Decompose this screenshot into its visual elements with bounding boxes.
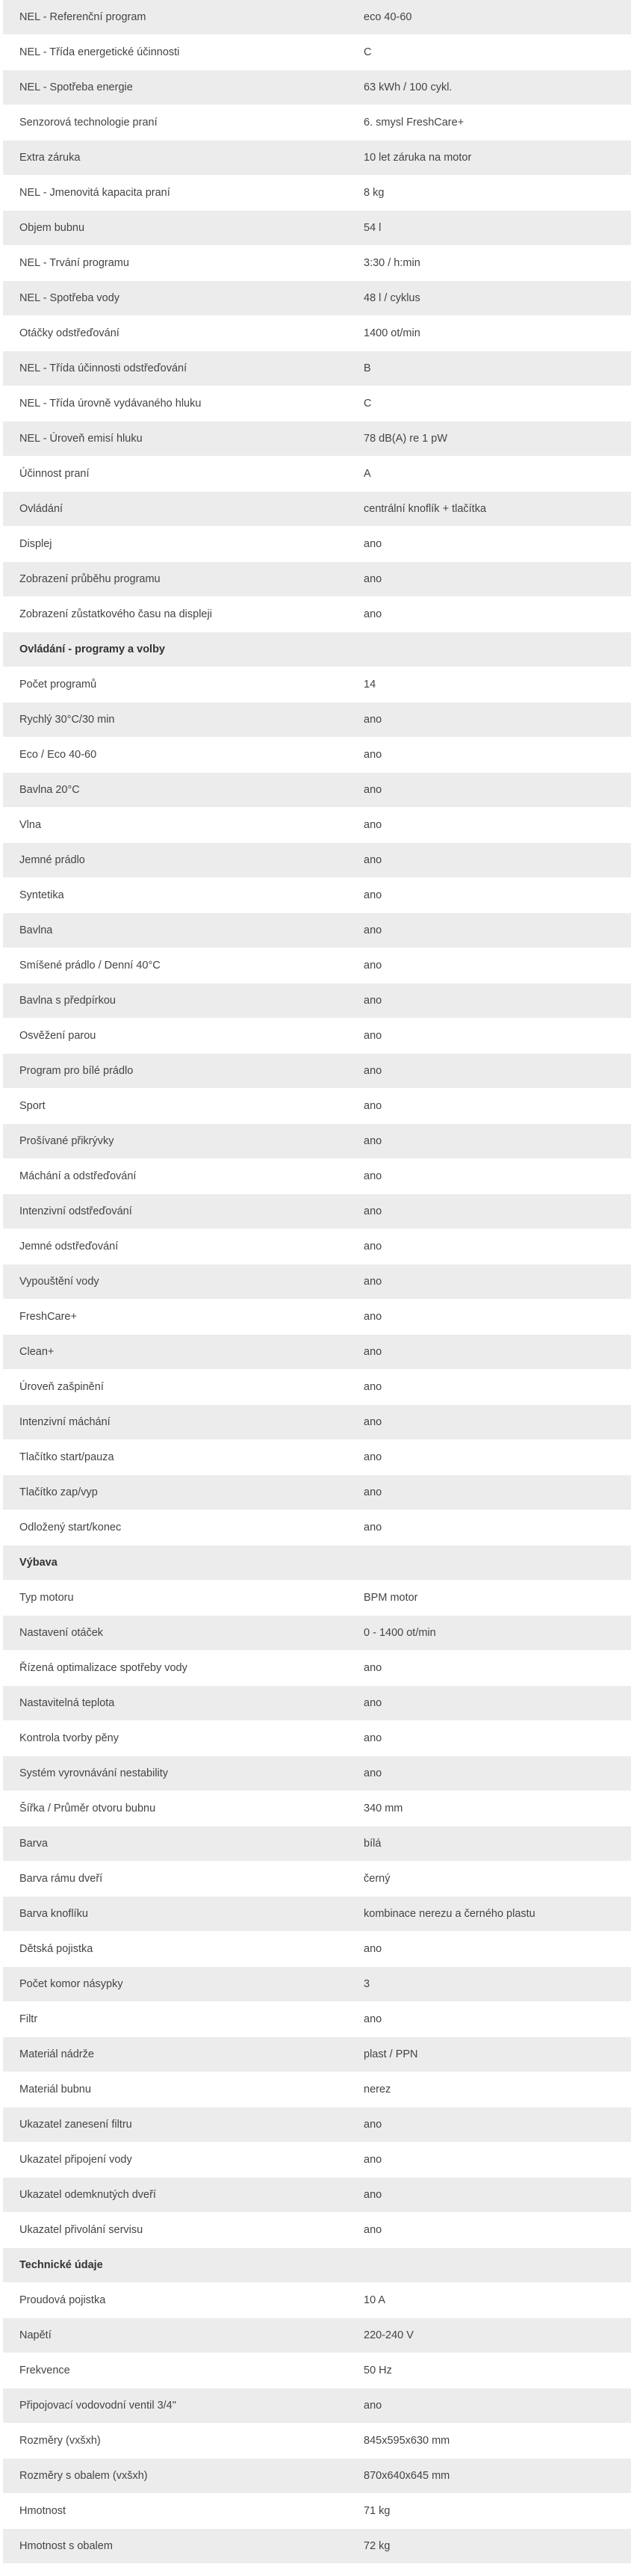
spec-value: C [347, 386, 631, 421]
spec-label: Odložený start/konec [3, 1510, 347, 1545]
spec-label: Filtr [3, 2002, 347, 2037]
spec-value: 10 A [347, 2283, 631, 2318]
spec-row [3, 1300, 631, 1335]
spec-label: NEL - Spotřeba vody [3, 281, 347, 316]
spec-label: NEL - Referenční program [3, 0, 347, 35]
spec-label: Eco / Eco 40-60 [3, 738, 347, 773]
spec-value: 3:30 / h:min [347, 246, 631, 281]
spec-value: 870x640x645 mm [347, 2459, 631, 2494]
spec-value: plast / PPN [347, 2037, 631, 2072]
spec-row [3, 246, 631, 281]
spec-label: Clean+ [3, 1335, 347, 1370]
specification-table [3, 0, 631, 2564]
spec-value: 0 - 1400 ot/min [347, 1616, 631, 1651]
section-title: Technické údaje [3, 2248, 347, 2283]
spec-row [3, 667, 631, 702]
spec-row [3, 1159, 631, 1194]
spec-value: B [347, 351, 631, 386]
spec-row [3, 351, 631, 386]
spec-value: ano [347, 1054, 631, 1089]
spec-value: ano [347, 1405, 631, 1440]
spec-row [3, 1510, 631, 1545]
spec-value: ano [347, 913, 631, 948]
spec-value: ano [347, 1124, 631, 1159]
spec-label: Šířka / Průměr otvoru bubnu [3, 1791, 347, 1826]
spec-label: Zobrazení zůstatkového času na displeji [3, 597, 347, 632]
spec-label: Prošívané přikrývky [3, 1124, 347, 1159]
section-header-row [3, 1545, 631, 1581]
spec-label: Ukazatel zanesení filtru [3, 2107, 347, 2143]
spec-value: eco 40-60 [347, 0, 631, 35]
spec-row [3, 562, 631, 597]
spec-label: Nastavení otáček [3, 1616, 347, 1651]
spec-label: Účinnost praní [3, 457, 347, 492]
spec-row [3, 457, 631, 492]
spec-row [3, 1862, 631, 1897]
spec-label: Barva [3, 1826, 347, 1862]
spec-row [3, 1932, 631, 1967]
spec-value: ano [347, 1229, 631, 1264]
spec-label: Frekvence [3, 2353, 347, 2388]
spec-row [3, 35, 631, 70]
spec-label: NEL - Spotřeba energie [3, 70, 347, 105]
spec-row [3, 176, 631, 211]
spec-value: ano [347, 1370, 631, 1405]
spec-row [3, 1440, 631, 1475]
spec-label: Barva rámu dveří [3, 1862, 347, 1897]
spec-value: 340 mm [347, 1791, 631, 1826]
section-header-row [3, 632, 631, 667]
spec-label: Kontrola tvorby pěny [3, 1721, 347, 1756]
spec-label: Barva knoflíku [3, 1897, 347, 1932]
spec-label: Ovládání [3, 492, 347, 527]
spec-row [3, 1967, 631, 2002]
spec-label: Program pro bílé prádlo [3, 1054, 347, 1089]
spec-row [3, 2107, 631, 2143]
spec-value: ano [347, 1686, 631, 1721]
spec-value: ano [347, 1510, 631, 1545]
spec-row [3, 948, 631, 983]
spec-label: Bavlna s předpírkou [3, 983, 347, 1019]
spec-row [3, 1651, 631, 1686]
spec-row [3, 1370, 631, 1405]
spec-row [3, 2002, 631, 2037]
spec-value: ano [347, 1159, 631, 1194]
spec-row [3, 1194, 631, 1229]
spec-row [3, 1897, 631, 1932]
spec-row [3, 1335, 631, 1370]
spec-value: ano [347, 2143, 631, 2178]
spec-value: ano [347, 983, 631, 1019]
spec-value: BPM motor [347, 1581, 631, 1616]
spec-label: Hmotnost [3, 2494, 347, 2529]
spec-value: ano [347, 1335, 631, 1370]
spec-value: centrální knoflík + tlačítka [347, 492, 631, 527]
spec-label: NEL - Třída účinnosti odstřeďování [3, 351, 347, 386]
spec-label: Vypouštění vody [3, 1264, 347, 1300]
spec-value: ano [347, 1475, 631, 1510]
spec-value: ano [347, 1089, 631, 1124]
spec-label: Objem bubnu [3, 211, 347, 246]
spec-row [3, 2283, 631, 2318]
spec-label: Počet programů [3, 667, 347, 702]
spec-value: ano [347, 527, 631, 562]
spec-row [3, 2213, 631, 2248]
spec-row [3, 421, 631, 457]
spec-row [3, 808, 631, 843]
spec-row [3, 211, 631, 246]
spec-value: ano [347, 808, 631, 843]
spec-row [3, 2494, 631, 2529]
spec-label: NEL - Trvání programu [3, 246, 347, 281]
spec-value: ano [347, 1932, 631, 1967]
spec-value: 54 l [347, 211, 631, 246]
spec-value: černý [347, 1862, 631, 1897]
spec-row [3, 527, 631, 562]
spec-value: ano [347, 948, 631, 983]
spec-row [3, 878, 631, 913]
spec-row [3, 702, 631, 738]
spec-value: ano [347, 2213, 631, 2248]
spec-value: nerez [347, 2072, 631, 2107]
spec-value: 50 Hz [347, 2353, 631, 2388]
spec-value: 220-240 V [347, 2318, 631, 2353]
spec-value: 78 dB(A) re 1 pW [347, 421, 631, 457]
spec-label: Intenzivní máchání [3, 1405, 347, 1440]
spec-label: Tlačítko zap/vyp [3, 1475, 347, 1510]
spec-value: ano [347, 2178, 631, 2213]
section-title: Výbava [3, 1545, 347, 1581]
spec-label: Máchání a odstřeďování [3, 1159, 347, 1194]
spec-label: Zobrazení průběhu programu [3, 562, 347, 597]
spec-label: Syntetika [3, 878, 347, 913]
spec-value: 71 kg [347, 2494, 631, 2529]
spec-row [3, 1019, 631, 1054]
spec-row [3, 773, 631, 808]
spec-label: Jemné odstřeďování [3, 1229, 347, 1264]
spec-value: ano [347, 1440, 631, 1475]
spec-value: 63 kWh / 100 cykl. [347, 70, 631, 105]
spec-row [3, 1475, 631, 1510]
spec-row [3, 1686, 631, 1721]
spec-value: 10 let záruka na motor [347, 140, 631, 176]
spec-label: Bavlna 20°C [3, 773, 347, 808]
spec-value: ano [347, 1300, 631, 1335]
spec-row [3, 1616, 631, 1651]
spec-row [3, 2459, 631, 2494]
spec-row [3, 2529, 631, 2564]
spec-value [347, 632, 631, 667]
spec-row [3, 2353, 631, 2388]
spec-label: Ukazatel připojení vody [3, 2143, 347, 2178]
spec-row [3, 0, 631, 35]
spec-row [3, 140, 631, 176]
spec-value: C [347, 35, 631, 70]
spec-row [3, 1756, 631, 1791]
spec-row [3, 2178, 631, 2213]
spec-row [3, 2037, 631, 2072]
spec-row [3, 1826, 631, 1862]
spec-label: Úroveň zašpinění [3, 1370, 347, 1405]
spec-row [3, 2318, 631, 2353]
spec-row [3, 1054, 631, 1089]
spec-value: ano [347, 738, 631, 773]
spec-label: NEL - Úroveň emisí hluku [3, 421, 347, 457]
spec-label: Bavlna [3, 913, 347, 948]
spec-value [347, 1545, 631, 1581]
spec-label: Displej [3, 527, 347, 562]
spec-value: ano [347, 702, 631, 738]
spec-value: ano [347, 2002, 631, 2037]
spec-label: Vlna [3, 808, 347, 843]
spec-row [3, 597, 631, 632]
spec-value: ano [347, 597, 631, 632]
spec-value: ano [347, 878, 631, 913]
spec-label: Extra záruka [3, 140, 347, 176]
spec-value: ano [347, 843, 631, 878]
spec-value: ano [347, 1651, 631, 1686]
spec-value: ano [347, 1264, 631, 1300]
spec-row [3, 281, 631, 316]
spec-label: Hmotnost s obalem [3, 2529, 347, 2564]
spec-value: 845x595x630 mm [347, 2424, 631, 2459]
spec-value: 1400 ot/min [347, 316, 631, 351]
spec-row [3, 1124, 631, 1159]
spec-value: ano [347, 2388, 631, 2424]
spec-label: Materiál nádrže [3, 2037, 347, 2072]
spec-value: ano [347, 1721, 631, 1756]
spec-label: Typ motoru [3, 1581, 347, 1616]
spec-row [3, 316, 631, 351]
spec-row [3, 492, 631, 527]
spec-value: 6. smysl FreshCare+ [347, 105, 631, 140]
spec-label: Dětská pojistka [3, 1932, 347, 1967]
spec-row [3, 105, 631, 140]
spec-value: bílá [347, 1826, 631, 1862]
spec-label: Osvěžení parou [3, 1019, 347, 1054]
spec-value: ano [347, 773, 631, 808]
spec-label: NEL - Třída energetické účinnosti [3, 35, 347, 70]
spec-label: Rychlý 30°C/30 min [3, 702, 347, 738]
spec-label: Rozměry (vxšxh) [3, 2424, 347, 2459]
spec-label: NEL - Třída úrovně vydávaného hluku [3, 386, 347, 421]
spec-label: Ukazatel přivolání servisu [3, 2213, 347, 2248]
spec-row [3, 1089, 631, 1124]
spec-value: ano [347, 562, 631, 597]
spec-value: 72 kg [347, 2529, 631, 2564]
spec-row [3, 70, 631, 105]
section-title: Ovládání - programy a volby [3, 632, 347, 667]
spec-label: Senzorová technologie praní [3, 105, 347, 140]
spec-label: Proudová pojistka [3, 2283, 347, 2318]
spec-value: ano [347, 2107, 631, 2143]
spec-value [347, 2248, 631, 2283]
spec-row [3, 983, 631, 1019]
spec-label: Smíšené prádlo / Denní 40°C [3, 948, 347, 983]
spec-row [3, 1581, 631, 1616]
spec-row [3, 738, 631, 773]
spec-value: A [347, 457, 631, 492]
spec-label: Počet komor násypky [3, 1967, 347, 2002]
spec-value: kombinace nerezu a černého plastu [347, 1897, 631, 1932]
spec-row [3, 2143, 631, 2178]
spec-row [3, 2388, 631, 2424]
spec-row [3, 1264, 631, 1300]
spec-label: Jemné prádlo [3, 843, 347, 878]
spec-value: 8 kg [347, 176, 631, 211]
spec-row [3, 843, 631, 878]
spec-label: Sport [3, 1089, 347, 1124]
spec-label: Napětí [3, 2318, 347, 2353]
spec-value: ano [347, 1194, 631, 1229]
spec-row [3, 2424, 631, 2459]
spec-row [3, 386, 631, 421]
spec-row [3, 1405, 631, 1440]
spec-row [3, 2072, 631, 2107]
spec-row [3, 913, 631, 948]
spec-row [3, 1229, 631, 1264]
spec-label: FreshCare+ [3, 1300, 347, 1335]
spec-label: Ukazatel odemknutých dveří [3, 2178, 347, 2213]
spec-label: Materiál bubnu [3, 2072, 347, 2107]
spec-value: ano [347, 1756, 631, 1791]
spec-label: Nastavitelná teplota [3, 1686, 347, 1721]
spec-label: Rozměry s obalem (vxšxh) [3, 2459, 347, 2494]
spec-label: NEL - Jmenovitá kapacita praní [3, 176, 347, 211]
spec-label: Intenzivní odstřeďování [3, 1194, 347, 1229]
spec-row [3, 1791, 631, 1826]
spec-value: 14 [347, 667, 631, 702]
spec-label: Připojovací vodovodní ventil 3/4" [3, 2388, 347, 2424]
section-header-row [3, 2248, 631, 2283]
spec-label: Tlačítko start/pauza [3, 1440, 347, 1475]
specification-table-body [3, 0, 631, 2564]
spec-label: Řízená optimalizace spotřeby vody [3, 1651, 347, 1686]
spec-value: 48 l / cyklus [347, 281, 631, 316]
spec-value: 3 [347, 1967, 631, 2002]
spec-label: Otáčky odstřeďování [3, 316, 347, 351]
spec-value: ano [347, 1019, 631, 1054]
spec-label: Systém vyrovnávání nestability [3, 1756, 347, 1791]
spec-row [3, 1721, 631, 1756]
